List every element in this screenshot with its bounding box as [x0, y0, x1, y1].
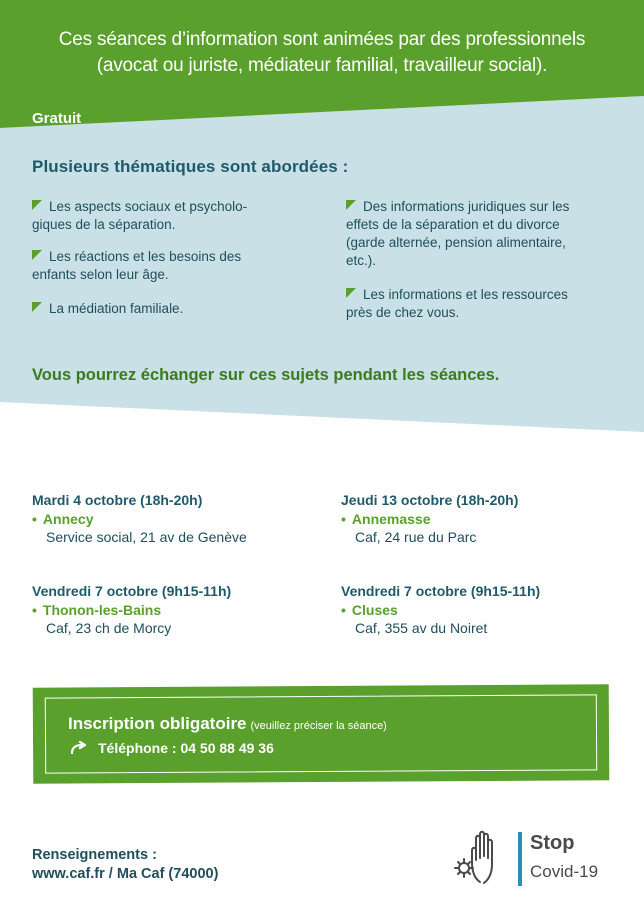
bullet-dot-icon: •	[341, 602, 346, 618]
hand-virus-icon	[450, 828, 516, 888]
session-city: Annemasse	[351, 511, 431, 527]
session-date: Mardi 4 octobre (18h-20h)	[32, 492, 203, 508]
triangle-bullet-icon	[32, 200, 42, 210]
stop-label: Stop	[530, 832, 575, 854]
session-date: Jeudi 13 octobre (18h-20h)	[341, 492, 519, 508]
gratuit-label: Gratuit	[32, 110, 82, 127]
session-annemasse	[341, 491, 631, 546]
theme-item-resources: Les informations et les ressources près de chez vous.	[346, 287, 568, 320]
theme-item-social: Les aspects sociaux et psycholo- giques de la séparation.	[32, 199, 248, 232]
theme-item-children: Les réactions et les besoins des enfants selon leur âge.	[32, 249, 242, 282]
triangle-bullet-icon	[32, 250, 42, 260]
session-cluses	[341, 582, 631, 637]
session-thonon	[32, 582, 322, 637]
stop-divider-bar	[518, 832, 522, 886]
session-address: Service social, 21 av de Genève	[46, 529, 247, 545]
session-city: Cluses	[351, 602, 398, 618]
inscription-box	[33, 684, 610, 784]
bullet-dot-icon: •	[341, 511, 346, 527]
inscription-box-border	[45, 694, 597, 773]
inscription-title: Inscription obligatoire (veuillez préciser la séance)	[68, 714, 387, 733]
triangle-bullet-icon	[346, 200, 356, 210]
inscription-phone[interactable]: Téléphone : 04 50 88 49 36	[70, 740, 274, 756]
theme-item-legal: Des informations juridiques sur les effets de la séparation et du divorce (garde alternée, pension alimentaire, etc.).	[346, 199, 570, 268]
stop-covid-logo	[450, 828, 620, 888]
renseignements-label: Renseignements :	[32, 847, 157, 863]
bullet-dot-icon: •	[32, 511, 37, 527]
session-city: Annecy	[42, 511, 94, 527]
covid-label: Covid-19	[530, 862, 599, 881]
session-annecy	[32, 491, 322, 546]
curved-arrow-icon	[70, 741, 90, 755]
theme-item-mediation: La médiation familiale.	[32, 300, 302, 318]
renseignements	[32, 846, 218, 884]
header-line-1: Ces séances d’information sont animées par des professionnels	[58, 29, 586, 50]
inscription-note: (veuillez préciser la séance)	[250, 720, 387, 732]
triangle-bullet-icon	[32, 302, 42, 312]
bullet-dot-icon: •	[32, 602, 37, 618]
session-city: Thonon-les-Bains	[42, 602, 162, 618]
header-line-2: (avocat ou juriste, médiateur familial, travailleur social).	[96, 55, 548, 76]
caf-website-link[interactable]: www.caf.fr / Ma Caf (74000)	[32, 866, 219, 882]
session-date: Vendredi 7 octobre (9h15-11h)	[341, 583, 541, 599]
session-date: Vendredi 7 octobre (9h15-11h)	[32, 583, 232, 599]
session-address: Caf, 24 rue du Parc	[355, 529, 477, 545]
themes-title: Plusieurs thématiques sont abordées :	[32, 157, 349, 176]
exchange-statement: Vous pourrez échanger sur ces sujets pendant les séances.	[32, 366, 500, 384]
session-address: Caf, 23 ch de Morcy	[46, 620, 172, 636]
triangle-bullet-icon	[346, 288, 356, 298]
session-address: Caf, 355 av du Noiret	[355, 620, 488, 636]
